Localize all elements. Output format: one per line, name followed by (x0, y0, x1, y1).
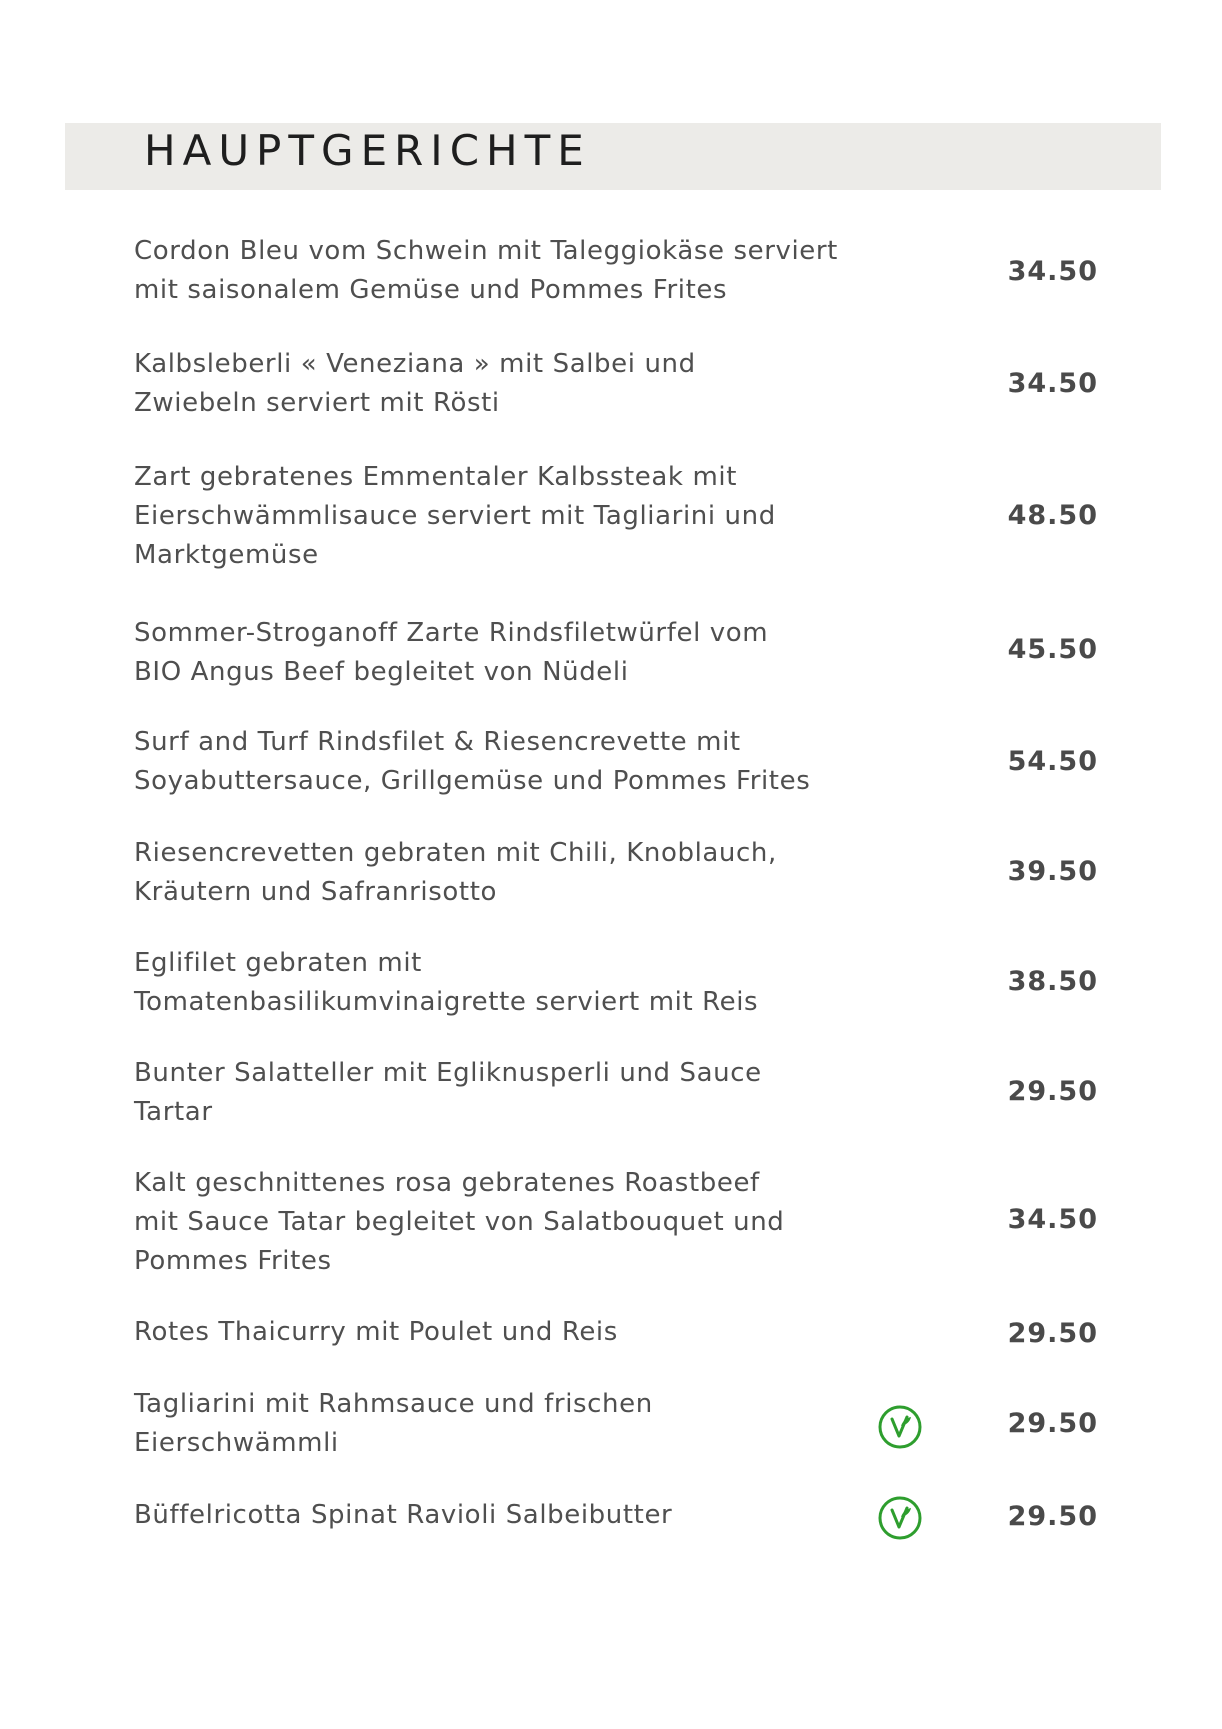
dish-description: Surf and Turf Rindsfilet & Riesencrevette mit Soyabuttersauce, Grillgemüse und Pommes Frites (134, 727, 811, 796)
dish-description: Eglifilet gebraten mit Tomatenbasilikumvinaigrette serviert mit Reis (134, 948, 759, 1017)
dish-price: 48.50 (1007, 500, 1098, 531)
dish-description: Riesencrevetten gebraten mit Chili, Knoblauch, Kräutern und Safranrisotto (134, 838, 777, 907)
dish-price: 29.50 (1007, 1408, 1098, 1439)
dish-description: Sommer-Stroganoff Zarte Rindsfiletwürfel vom BIO Angus Beef begleitet von Nüdeli (134, 618, 769, 687)
dish-price: 38.50 (1007, 966, 1098, 997)
dish-price: 34.50 (1007, 1204, 1098, 1235)
dish-description: Zart gebratenes Emmentaler Kalbssteak mit Eierschwämmlisauce serviert mit Tagliarini und Marktgemüse (134, 462, 776, 570)
vegetarian-v-leaf-icon (878, 1405, 922, 1449)
dish-price: 29.50 (1007, 1076, 1098, 1107)
dish-description: Cordon Bleu vom Schwein mit Taleggiokäse serviert mit saisonalem Gemüse und Pommes Frites (134, 236, 838, 305)
dish-description: Rotes Thaicurry mit Poulet und Reis (134, 1317, 618, 1347)
dish-description: Kalbsleberli « Veneziana » mit Salbei und Zwiebeln serviert mit Rösti (134, 349, 696, 418)
dish-description: Kalt geschnittenes rosa gebratenes Roastbeef mit Sauce Tatar begleitet von Salatbouquet und Pommes Frites (134, 1168, 785, 1276)
dish-description: Tagliarini mit Rahmsauce und frischen Eierschwämmli (134, 1389, 653, 1458)
dish-price: 29.50 (1007, 1501, 1098, 1532)
dish-description: Büffelricotta Spinat Ravioli Salbeibutter (134, 1500, 673, 1530)
page-title: HAUPTGERICHTE (144, 126, 591, 175)
dish-price: 39.50 (1007, 856, 1098, 887)
dish-price: 34.50 (1007, 368, 1098, 399)
dish-price: 45.50 (1007, 634, 1098, 665)
dish-price: 29.50 (1007, 1318, 1098, 1349)
dish-price: 34.50 (1007, 256, 1098, 287)
dish-price: 54.50 (1007, 746, 1098, 777)
dish-description: Bunter Salatteller mit Egliknusperli und Sauce Tartar (134, 1058, 762, 1127)
vegetarian-v-leaf-icon (878, 1496, 922, 1540)
